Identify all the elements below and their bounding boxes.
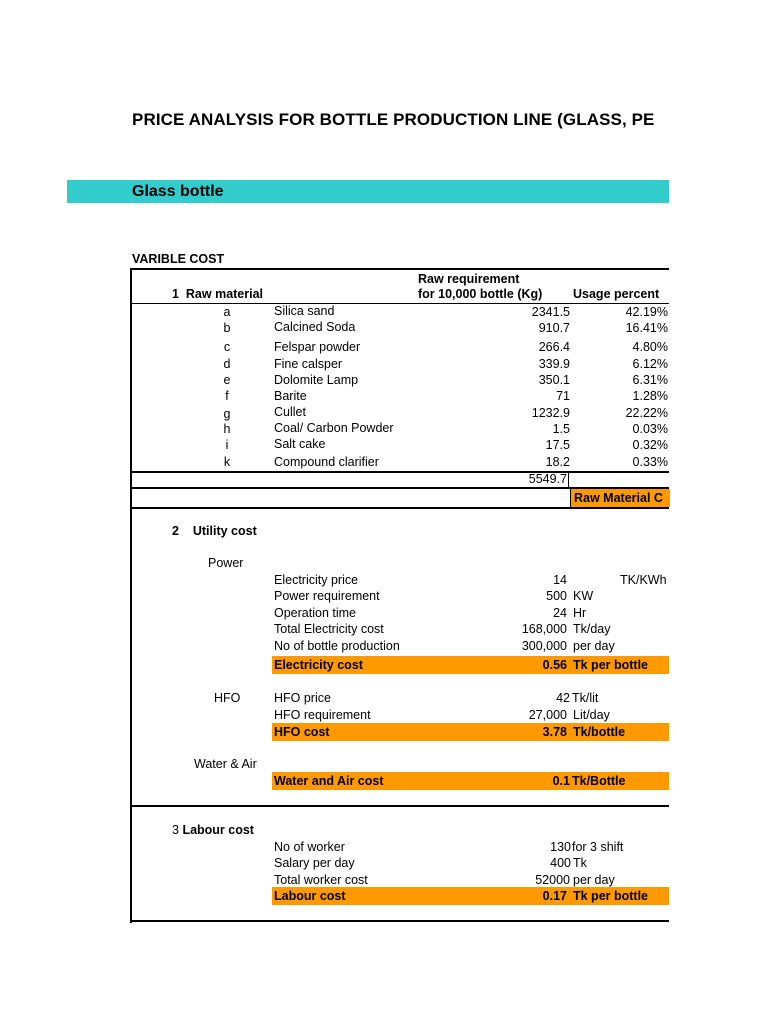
row-kg: 2341.5 (531, 305, 570, 319)
hfo-row-unit: Lit/day (573, 708, 610, 722)
row-kg: 1.5 (552, 422, 570, 436)
water-air-cost-value: 0.1 (552, 774, 570, 788)
hfo-row-unit: Tk/lit (572, 691, 599, 705)
power-label: Power (208, 556, 244, 570)
power-row-unit: KW (573, 589, 594, 603)
row-pct: 6.31% (632, 373, 668, 387)
total-cell-border (568, 472, 569, 487)
power-row-unit: Tk/day (573, 622, 611, 636)
row-kg: 350.1 (538, 373, 570, 387)
row-letter: d (223, 357, 231, 371)
labour-row-unit: for 3 shift (572, 840, 624, 854)
table-top-border (130, 268, 669, 270)
electricity-cost-label: Electricity cost (274, 658, 363, 672)
raw-material-num: 1 (172, 287, 179, 301)
water-air-cost-label: Water and Air cost (274, 774, 384, 788)
labour-bottom-border (130, 920, 669, 922)
row-letter: k (223, 455, 231, 469)
electricity-cost-unit: Tk per bottle (573, 658, 649, 672)
row-pct: 6.12% (632, 357, 668, 371)
row-kg: 266.4 (538, 340, 570, 354)
labour-row-value: 400 (550, 856, 571, 870)
labour-cost-label: Labour cost (274, 889, 346, 903)
electricity-cost-value: 0.56 (542, 658, 567, 672)
power-row-name: Electricity price (274, 573, 359, 587)
row-pct: 22.22% (625, 406, 668, 420)
hfo-row-name: HFO price (274, 691, 331, 705)
labour-row-unit: per day (573, 873, 615, 887)
row-kg: 1232.9 (531, 406, 570, 420)
row-letter: g (223, 407, 231, 421)
water-air-label: Water & Air (194, 757, 257, 771)
power-row-unit: Hr (573, 606, 587, 620)
hfo-row-value: 27,000 (528, 708, 567, 722)
total-top-border (130, 471, 669, 473)
power-row-value: 168,000 (521, 622, 567, 636)
row-pct: 42.19% (625, 305, 668, 319)
labour-row-name: No of worker (274, 840, 345, 854)
raw-cost-bottom-border (130, 507, 669, 509)
row-pct: 0.03% (632, 422, 668, 436)
row-letter: h (223, 422, 231, 436)
row-letter: a (223, 305, 231, 319)
header-divider (130, 303, 669, 304)
power-row-name: No of bottle production (274, 639, 400, 653)
row-pct: 4.80% (632, 340, 668, 354)
row-letter: f (225, 389, 229, 403)
raw-material-total: 5549.7 (528, 472, 567, 486)
row-name: Silica sand (274, 304, 335, 318)
row-name: Cullet (274, 405, 306, 419)
power-row-unit: TK/KWh (620, 573, 667, 587)
row-pct: 0.32% (632, 438, 668, 452)
row-letter: i (225, 438, 229, 452)
row-letter: e (223, 373, 231, 387)
utility-title: Utility cost (192, 524, 257, 538)
raw-material-title: Raw material (185, 287, 264, 301)
hfo-cost-unit: Tk/bottle (573, 725, 626, 739)
labour-row-unit: Tk (573, 856, 587, 870)
hfo-row-value: 42 (556, 691, 570, 705)
row-kg: 17.5 (545, 438, 570, 452)
labour-title: Labour cost (182, 823, 254, 837)
labour-row-name: Salary per day (274, 856, 355, 870)
hfo-row-name: HFO requirement (274, 708, 371, 722)
row-pct: 16.41% (625, 321, 668, 335)
power-row-value: 14 (553, 573, 567, 587)
table-left-border (130, 268, 132, 923)
raw-material-heading (172, 287, 263, 302)
labour-num: 3 (172, 823, 179, 837)
row-letter: c (223, 340, 231, 354)
raw-material-cost-label: Raw Material C (574, 491, 663, 505)
col-usage: Usage percent (573, 287, 660, 301)
power-row-unit: per day (573, 639, 615, 653)
row-name: Barite (274, 389, 307, 403)
hfo-cost-label: HFO cost (274, 725, 330, 739)
col-req-line1: Raw requirement (418, 272, 520, 286)
hfo-cost-value: 3.78 (542, 725, 567, 739)
row-letter: b (223, 321, 231, 335)
power-row-name: Total Electricity cost (274, 622, 384, 636)
row-name: Calcined Soda (274, 320, 356, 334)
row-name: Dolomite Lamp (274, 373, 359, 387)
row-name: Felspar powder (274, 340, 361, 354)
labour-row-name: Total worker cost (274, 873, 368, 887)
utility-heading (172, 524, 257, 539)
power-row-value: 500 (546, 589, 567, 603)
row-name: Salt cake (274, 437, 326, 451)
row-pct: 0.33% (632, 455, 668, 469)
labour-row-value: 52000 (535, 873, 570, 887)
utility-num: 2 (172, 524, 179, 538)
col-req-line2: for 10,000 bottle (Kg) (418, 287, 543, 301)
utility-bottom-border (130, 805, 669, 807)
labour-cost-value: 0.17 (542, 889, 567, 903)
row-pct: 1.28% (632, 389, 668, 403)
power-row-name: Operation time (274, 606, 356, 620)
section-title: Glass bottle (132, 183, 224, 200)
varible-cost-label: VARIBLE COST (132, 252, 225, 266)
row-name: Coal/ Carbon Powder (274, 421, 394, 435)
power-row-value: 300,000 (521, 639, 567, 653)
page-title: PRICE ANALYSIS FOR BOTTLE PRODUCTION LINE (GLASS, PE (132, 110, 655, 129)
power-row-value: 24 (553, 606, 567, 620)
row-kg: 910.7 (538, 321, 570, 335)
water-air-cost-unit: Tk/Bottle (572, 774, 626, 788)
labour-cost-unit: Tk per bottle (573, 889, 649, 903)
row-name: Compound clarifier (274, 455, 379, 469)
hfo-label: HFO (214, 691, 241, 705)
row-kg: 18.2 (545, 455, 570, 469)
labour-row-value: 130 (550, 840, 571, 854)
row-kg: 339.9 (538, 357, 570, 371)
power-row-name: Power requirement (274, 589, 380, 603)
row-kg: 71 (556, 389, 570, 403)
row-name: Fine calsper (274, 357, 343, 371)
labour-heading (172, 823, 254, 838)
